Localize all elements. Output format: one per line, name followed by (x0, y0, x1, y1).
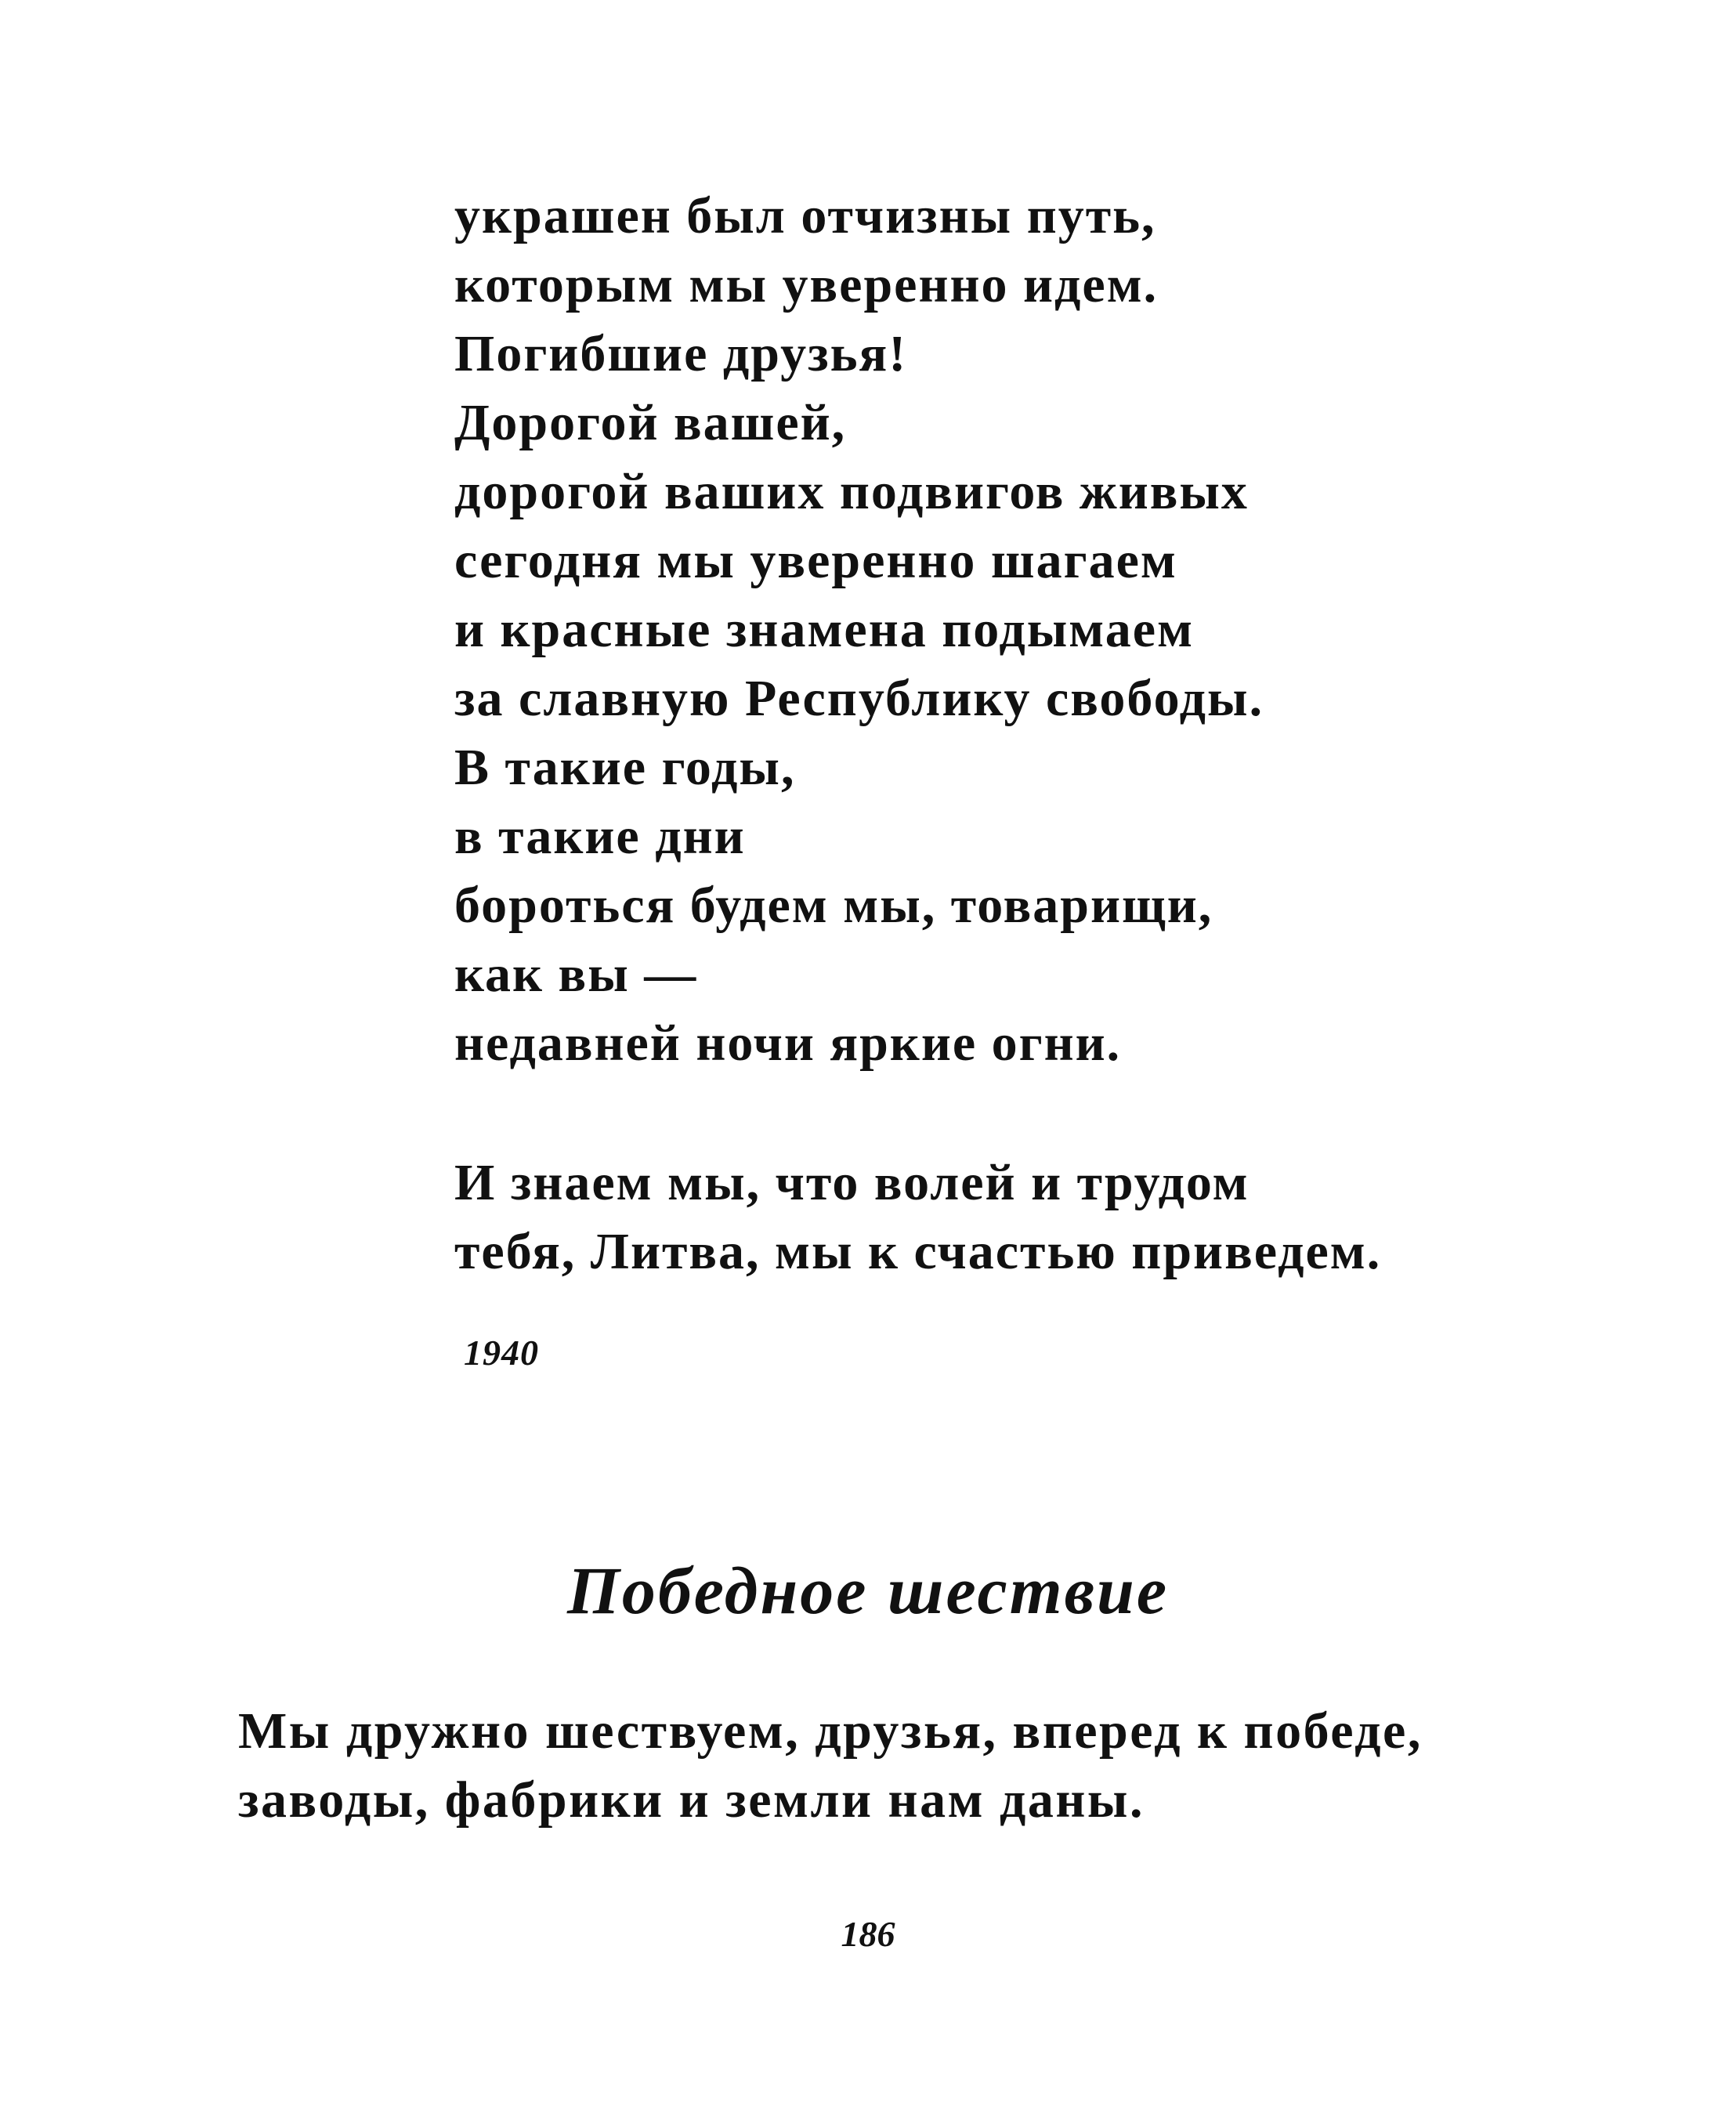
poem-line: как вы — (454, 946, 698, 1003)
poem-date: 1940 (464, 1333, 539, 1373)
poem-line: за славную Республику свободы. (454, 670, 1264, 727)
poem-line: и красные знамена подымаем (454, 601, 1195, 658)
poem-title: Победное шествие (566, 1553, 1170, 1628)
poem-line: в такие дни (454, 808, 746, 865)
poem-line: тебя, Литва, мы к счастью приведем. (454, 1223, 1382, 1280)
poem-line: И знаем мы, что волей и трудом (454, 1154, 1250, 1211)
poem-line: В такие годы, (454, 739, 796, 796)
poem-line: которым мы уверенно идем. (454, 256, 1159, 313)
poem-stanza (454, 182, 1264, 1078)
poem-line: Погибшие друзья! (454, 325, 908, 382)
poem-line: Мы дружно шествуем, друзья, вперед к победе, (238, 1702, 1423, 1760)
poem-line: дорогой ваших подвигов живых (454, 463, 1249, 520)
poem-line: бороться будем мы, товарищи, (454, 877, 1213, 934)
poem-line: Дорогой вашей, (454, 394, 847, 451)
page-number: 186 (841, 1914, 895, 1954)
poem-stanza (454, 1149, 1381, 1286)
poem-line: заводы, фабрики и земли нам даны. (238, 1771, 1145, 1829)
poem-line: украшен был отчизны путь, (454, 187, 1156, 244)
poem-line: сегодня мы уверенно шагаем (454, 532, 1177, 589)
poem-line: недавней ночи яркие огни. (454, 1015, 1122, 1072)
poem-stanza (238, 1697, 1423, 1835)
